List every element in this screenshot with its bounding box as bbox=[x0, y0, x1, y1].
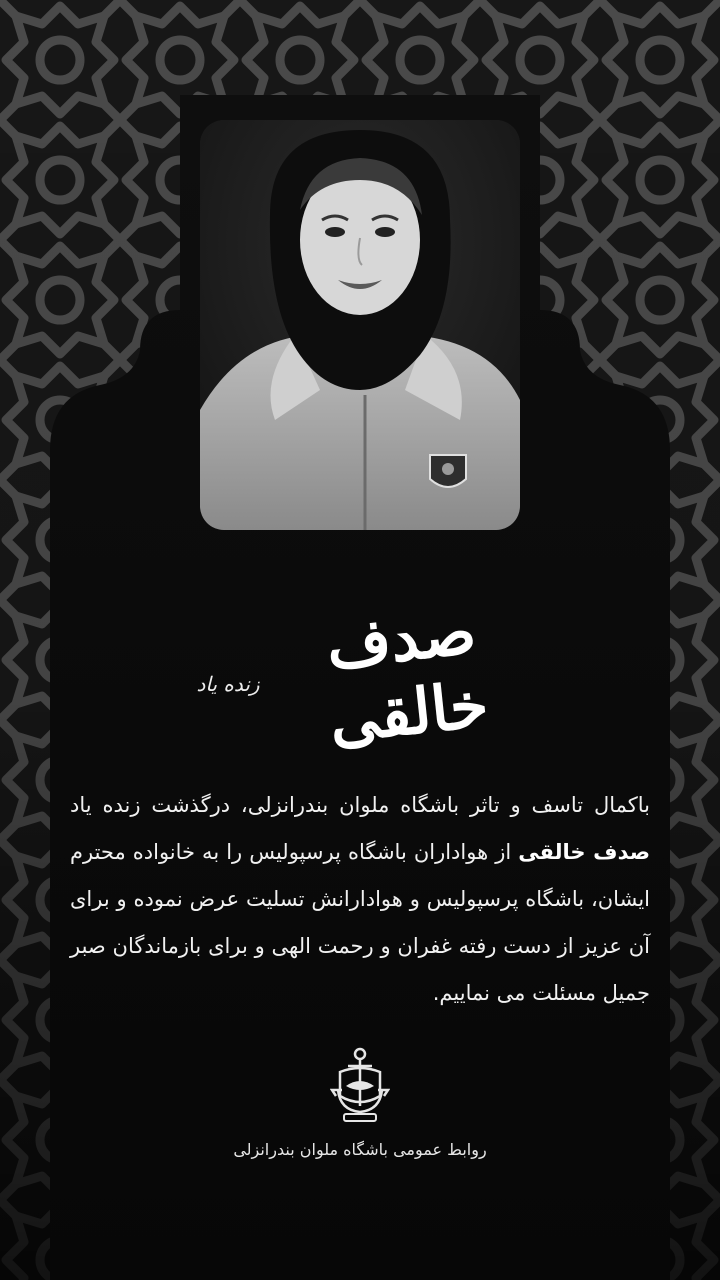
portrait-photo bbox=[200, 120, 520, 530]
signature: روابط عمومی باشگاه ملوان بندرانزلی bbox=[233, 1140, 487, 1159]
portrait-illustration bbox=[200, 120, 520, 530]
message-part-2: از هواداران باشگاه پرسپولیس را به خانواده محترم ایشان، باشگاه پرسپولیس و هوادارانش تسلیت عرض نموده و برای آن عزیز از دست رفته غفران و رحمت الهی و برای بازماندگان صبر جمیل مسئلت می نماییم. bbox=[70, 840, 650, 1005]
message-highlight-name: صدف خالقی bbox=[518, 840, 650, 864]
message-part-1: باکمال تاسف و تاثر باشگاه ملوان بندرانزلی، درگذشت زنده یاد bbox=[70, 793, 650, 817]
condolence-message bbox=[70, 782, 650, 1017]
name-block bbox=[180, 560, 540, 758]
memorial-name: صدف خالقی bbox=[322, 594, 492, 758]
memorial-subtitle: زنده یاد bbox=[196, 672, 260, 696]
club-logo-icon bbox=[330, 1046, 390, 1124]
jersey-badge-icon bbox=[430, 455, 466, 487]
